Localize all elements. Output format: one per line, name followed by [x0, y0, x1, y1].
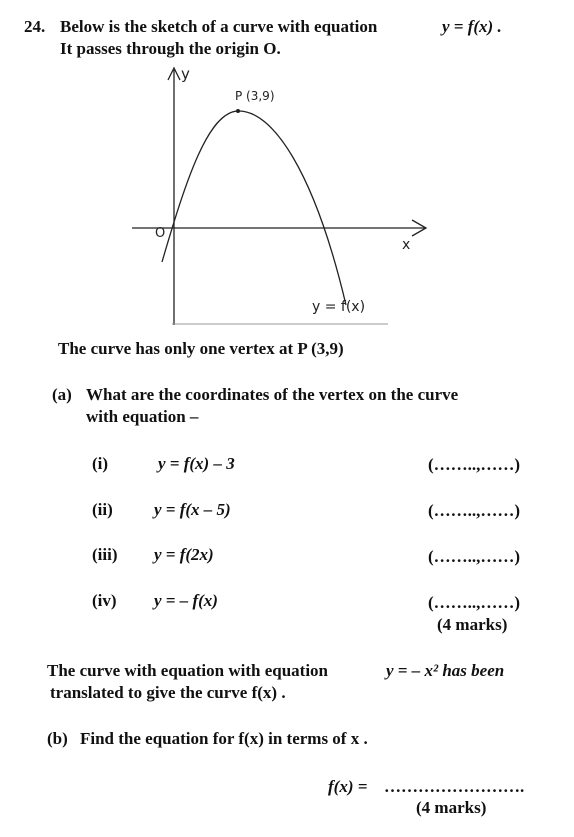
vertex-label: P (3,9) [235, 89, 275, 103]
translation-line2: translated to give the curve f(x) . [50, 683, 286, 702]
origin-label: O [155, 226, 166, 241]
item-number: (ii) [92, 500, 113, 519]
part-b-label: (b) [47, 729, 68, 748]
item-equation: y = f(2x) [154, 545, 214, 564]
curve-f [162, 111, 346, 305]
item-equation: y = – f(x) [154, 591, 218, 610]
question-equation: y = f(x) . [442, 17, 502, 36]
vertex-point [236, 109, 240, 113]
answer-blank[interactable]: (……..,……) [428, 593, 521, 612]
x-axis-label: x [402, 237, 411, 253]
part-b-answer-label: f(x) = [328, 777, 368, 796]
translation-equation: y = – x² has been [386, 661, 505, 680]
part-a-text-line1: What are the coordinates of the vertex on the curve [86, 385, 459, 404]
y-axis-label: y [181, 65, 190, 83]
item-number: (iv) [92, 591, 117, 610]
question-number: 24. [24, 17, 46, 36]
answer-blank[interactable]: (……..,……) [428, 501, 521, 520]
curve-label: y = f(x) [312, 299, 366, 315]
item-number: (iii) [92, 545, 118, 564]
answer-blank[interactable]: (……..,……) [428, 547, 521, 566]
item-equation: y = f(x – 5) [154, 500, 231, 519]
part-a-marks: (4 marks) [437, 615, 508, 634]
part-b-answer-blank[interactable]: ……………………. [384, 777, 525, 796]
curve-sketch [0, 0, 574, 340]
part-b-text: Find the equation for f(x) in terms of x . [80, 729, 368, 748]
vertex-statement: The curve has only one vertex at P (3,9) [58, 339, 344, 358]
translation-line1: The curve with equation with equation [47, 661, 328, 680]
question-line2: It passes through the origin O. [60, 39, 281, 58]
part-a-label: (a) [52, 385, 72, 404]
part-a-text-line2: with equation – [86, 407, 199, 426]
item-number: (i) [92, 454, 109, 473]
part-b-marks: (4 marks) [416, 798, 487, 817]
question-line1: Below is the sketch of a curve with equation [60, 17, 378, 36]
item-equation: y = f(x) – 3 [158, 454, 235, 473]
answer-blank[interactable]: (……..,……) [428, 455, 521, 474]
